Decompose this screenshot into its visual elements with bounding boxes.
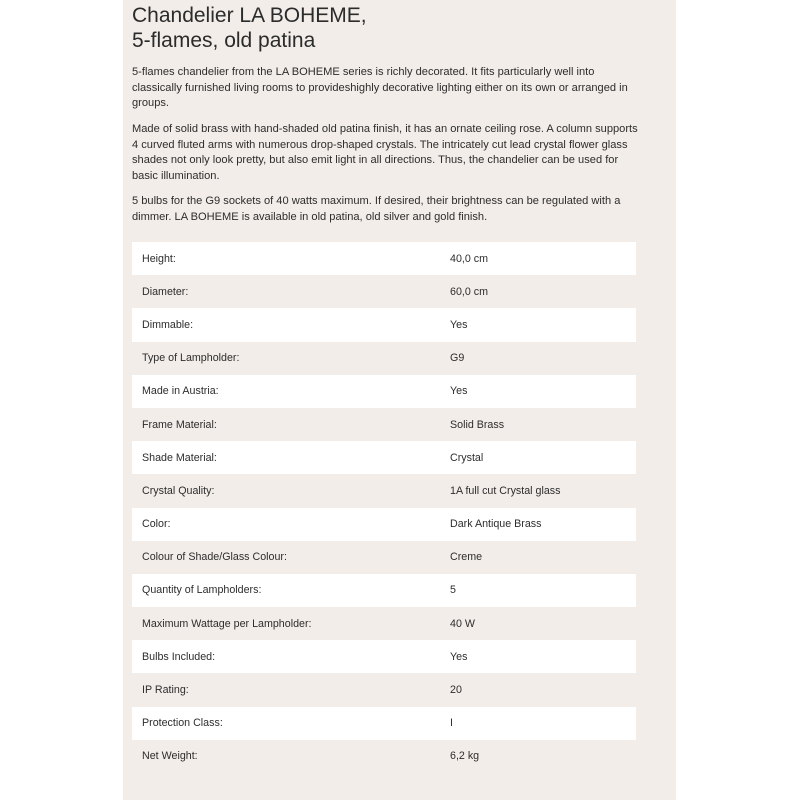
- spec-label: Shade Material:: [132, 441, 440, 474]
- product-details-panel: [123, 0, 676, 800]
- description-paragraph-1: 5-flames chandelier from the LA BOHEME series is richly decorated. It fits particularly well into classically furnished living rooms to provideshighly decorative lighting either on its own or arranged in groups.: [132, 66, 628, 109]
- product-title-line-1: Chandelier LA BOHEME,: [132, 4, 367, 27]
- spec-label: Type of Lampholder:: [132, 342, 440, 375]
- product-title: [132, 3, 662, 53]
- spec-value: Yes: [440, 375, 636, 408]
- spec-row: [132, 607, 636, 640]
- spec-value: 60,0 cm: [440, 275, 636, 308]
- product-title-line-2: 5-flames, old patina: [132, 29, 316, 52]
- spec-row: [132, 707, 636, 740]
- spec-value: 6,2 kg: [440, 740, 636, 773]
- spec-label: Dimmable:: [132, 308, 440, 341]
- spec-label: Bulbs Included:: [132, 640, 440, 673]
- spec-label: Colour of Shade/Glass Colour:: [132, 541, 440, 574]
- spec-row: [132, 242, 636, 275]
- spec-value: Yes: [440, 640, 636, 673]
- spec-label: Diameter:: [132, 275, 440, 308]
- spec-value: 1A full cut Crystal glass: [440, 474, 636, 507]
- spec-row: [132, 541, 636, 574]
- specifications-table: [132, 242, 636, 773]
- spec-row: [132, 441, 636, 474]
- spec-row: [132, 342, 636, 375]
- spec-value: Crystal: [440, 441, 636, 474]
- spec-row: [132, 574, 636, 607]
- spec-row: [132, 740, 636, 773]
- spec-row: [132, 308, 636, 341]
- spec-label: IP Rating:: [132, 673, 440, 706]
- spec-label: Color:: [132, 508, 440, 541]
- spec-label: Height:: [132, 242, 440, 275]
- spec-value: G9: [440, 342, 636, 375]
- spec-value: Solid Brass: [440, 408, 636, 441]
- spec-row: [132, 474, 636, 507]
- spec-value: Creme: [440, 541, 636, 574]
- spec-value: I: [440, 707, 636, 740]
- spec-row: [132, 673, 636, 706]
- spec-value: 5: [440, 574, 636, 607]
- spec-row: [132, 275, 636, 308]
- spec-value: 20: [440, 673, 636, 706]
- spec-label: Frame Material:: [132, 408, 440, 441]
- spec-row: [132, 508, 636, 541]
- spec-label: Net Weight:: [132, 740, 440, 773]
- description-paragraph-2: Made of solid brass with hand-shaded old patina finish, it has an ornate ceiling rose. A column supports 4 curved fluted arms with numerous drop-shaped crystals. The intricately cut lead crystal flower glass shades not only look pretty, but also emit light in all directions. Thus, the chandelier can be used for basic illumination.: [132, 123, 638, 182]
- spec-label: Protection Class:: [132, 707, 440, 740]
- spec-label: Made in Austria:: [132, 375, 440, 408]
- spec-value: Dark Antique Brass: [440, 508, 636, 541]
- spec-label: Maximum Wattage per Lampholder:: [132, 607, 440, 640]
- spec-row: [132, 375, 636, 408]
- spec-row: [132, 408, 636, 441]
- spec-value: 40,0 cm: [440, 242, 636, 275]
- spec-row: [132, 640, 636, 673]
- spec-label: Crystal Quality:: [132, 474, 440, 507]
- spec-label: Quantity of Lampholders:: [132, 574, 440, 607]
- spec-value: Yes: [440, 308, 636, 341]
- spec-value: 40 W: [440, 607, 636, 640]
- description-paragraph-3: 5 bulbs for the G9 sockets of 40 watts maximum. If desired, their brightness can be regulated with a dimmer. LA BOHEME is available in old patina, old silver and gold finish.: [132, 195, 621, 223]
